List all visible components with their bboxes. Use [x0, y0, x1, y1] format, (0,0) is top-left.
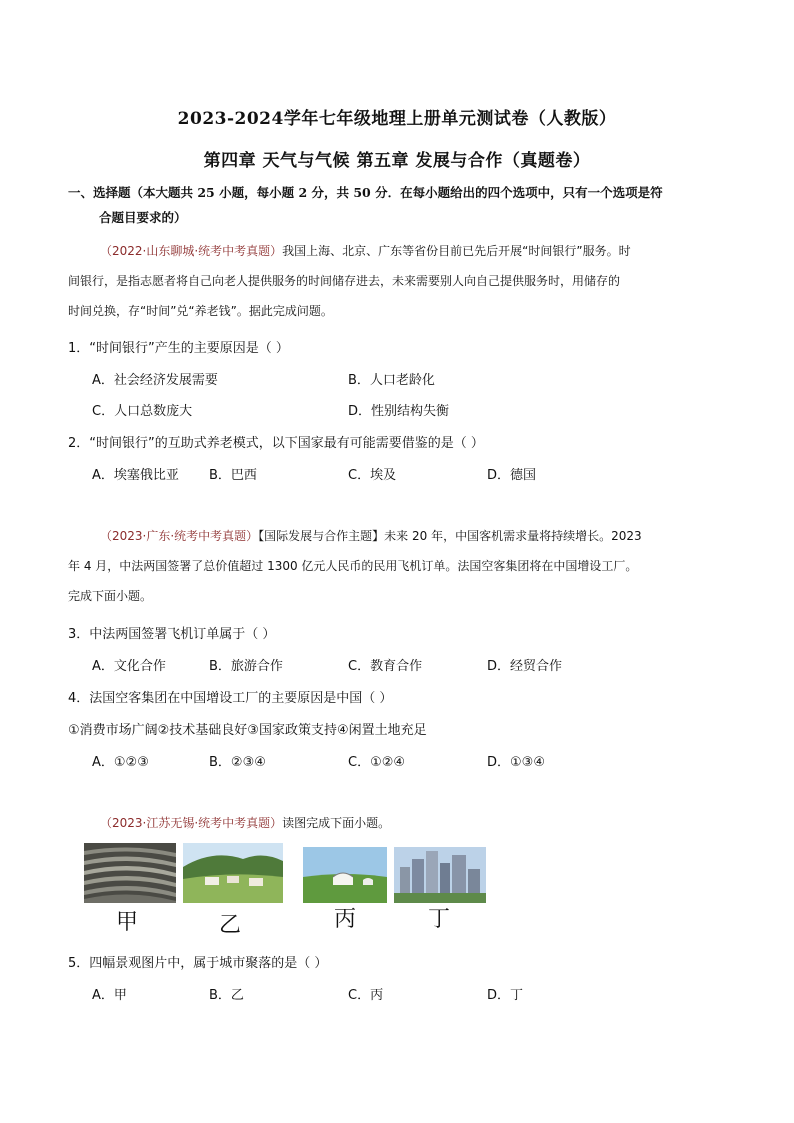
- question-4-stem: 4．法国空客集团在中国增设工厂的主要原因是中国（ ）: [68, 691, 393, 706]
- passage-1-line-2: 间银行，是指志愿者将自己向老人提供服务的时间储存进去，未来需要别人向自己提供服务时，用储存的: [68, 274, 621, 288]
- question-5-option-b[interactable]: B．乙: [209, 988, 244, 1003]
- question-2-option-d[interactable]: D．德国: [487, 468, 537, 483]
- question-3-option-b[interactable]: B．旅游合作: [209, 659, 283, 674]
- question-1-option-d[interactable]: D．性别结构失衡: [348, 404, 450, 419]
- terraced-field-image: [84, 843, 176, 903]
- passage-3: [68, 808, 728, 838]
- image-label-bing: 丙: [334, 907, 357, 932]
- section-line-2: 合题目要求的）: [99, 210, 187, 225]
- question-4-option-d[interactable]: D．①③④: [487, 755, 545, 770]
- page-title: 2023-2024学年七年级地理上册单元测试卷（人教版）: [177, 109, 617, 129]
- passage-3-source: （2023·江苏无锡·统考中考真题）: [100, 816, 283, 830]
- village-image: [183, 843, 283, 903]
- question-2-option-c[interactable]: C．埃及: [348, 468, 397, 483]
- passage-3-text: 读图完成下面小题。: [282, 816, 391, 830]
- question-3-stem: 3．中法两国签署飞机订单属于（ ）: [68, 627, 276, 642]
- section-line-1: 一、选择题（本大题共 25 小题，每小题 2 分，共 50 分．在每小题给出的四个选项中，只有一个选项是符: [68, 185, 663, 200]
- passage-1: [68, 236, 728, 326]
- question-4-option-c[interactable]: C．①②④: [348, 755, 406, 770]
- passage-2-source: （2023·广东·统考中考真题）: [100, 529, 259, 543]
- section-heading: [68, 180, 728, 230]
- question-4-option-a[interactable]: A．①②③: [92, 755, 149, 770]
- question-3-option-d[interactable]: D．经贸合作: [487, 659, 563, 674]
- passage-2-line-1: 【国际发展与合作主题】未来 20 年，中国客机需求量将持续增长。2023: [258, 529, 642, 543]
- passage-2-line-3: 完成下面小题。: [68, 589, 153, 603]
- question-5-option-c[interactable]: C．丙: [348, 988, 384, 1003]
- question-5-option-a[interactable]: A．甲: [92, 988, 127, 1003]
- question-2-option-b[interactable]: B．巴西: [209, 468, 257, 483]
- image-label-ding: 丁: [428, 907, 451, 932]
- question-4-items: ①消费市场广阔②技术基础良好③国家政策支持④闲置土地充足: [68, 723, 427, 738]
- question-1-option-a[interactable]: A．社会经济发展需要: [92, 373, 218, 388]
- passage-1-line-1: 我国上海、北京、广东等省份目前已先后开展“时间银行”服务。时: [282, 244, 631, 258]
- page-subtitle: 第四章 天气与气候 第五章 发展与合作（真题卷）: [203, 151, 591, 171]
- question-1-option-b[interactable]: B．人口老龄化: [348, 373, 435, 388]
- image-label-jia: 甲: [116, 910, 139, 935]
- question-2-stem: 2．“时间银行”的互助式养老模式，以下国家最有可能需要借鉴的是（ ）: [68, 436, 484, 451]
- question-1-option-c[interactable]: C．人口总数庞大: [92, 404, 193, 419]
- question-5-option-d[interactable]: D．丁: [487, 988, 524, 1003]
- yurt-grassland-image: [303, 847, 387, 903]
- question-5-stem: 5．四幅景观图片中，属于城市聚落的是（ ）: [68, 956, 328, 971]
- passage-1-source: （2022·山东聊城·统考中考真题）: [100, 244, 283, 258]
- question-2-option-a[interactable]: A．埃塞俄比亚: [92, 468, 179, 483]
- passage-2: [68, 521, 728, 611]
- question-1-stem: 1．“时间银行”产生的主要原因是（ ）: [68, 341, 289, 356]
- image-label-yi: 乙: [219, 913, 242, 938]
- question-3-option-a[interactable]: A．文化合作: [92, 659, 166, 674]
- question-4-option-b[interactable]: B．②③④: [209, 755, 266, 770]
- question-3-option-c[interactable]: C．教育合作: [348, 659, 423, 674]
- city-image: [394, 847, 486, 903]
- passage-1-line-3: 时间兑换，存“时间”兑“养老钱”。据此完成问题。: [68, 304, 333, 318]
- passage-2-line-2: 年 4 月，中法两国签署了总价值超过 1300 亿元人民币的民用飞机订单。法国空客集团将在中国增设工厂。: [68, 559, 638, 573]
